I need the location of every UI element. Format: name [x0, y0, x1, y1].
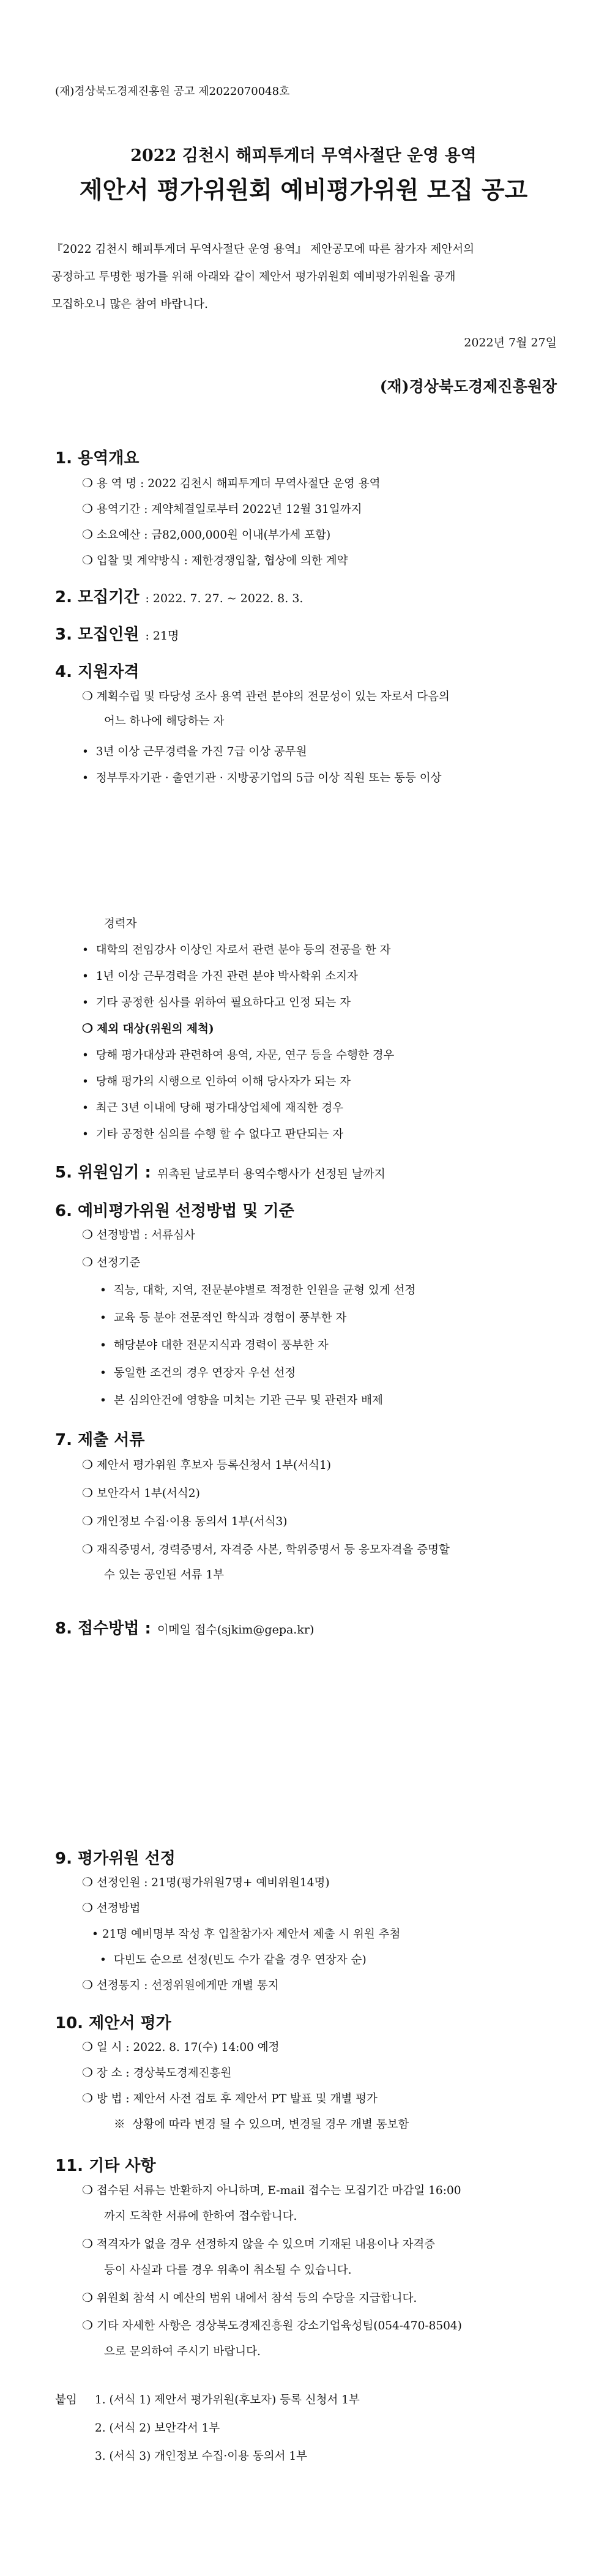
list-item: ❍ 선정인원 : 21명(평가위원7명+ 예비위원14명)	[82, 1875, 330, 1889]
dot-bullet-icon: •	[100, 1312, 106, 1324]
dot-bullet-icon: •	[82, 1075, 89, 1088]
list-item: ❍ 일 시 : 2022. 8. 17(수) 14:00 예정	[82, 2039, 280, 2054]
list-item: • 기타 공정한 심사를 위하여 필요하다고 인정 되는 자	[82, 996, 351, 1009]
attachment-item: 1. (서식 1) 제안서 평가위원(후보자) 등록 신청서 1부	[95, 2394, 360, 2406]
circle-bullet-icon: ❍	[82, 2182, 93, 2197]
list-item: ❍ 선정기준	[82, 1255, 141, 1269]
list-item-continuation: 경력자	[104, 917, 137, 930]
circle-bullet-icon: ❍	[82, 553, 93, 567]
circle-bullet-icon: ❍	[82, 2236, 93, 2251]
list-item: • 기타 공정한 심의를 수행 할 수 없다고 판단되는 자	[82, 1128, 344, 1141]
section-heading-qualifications: 4. 지원자격	[55, 663, 140, 681]
dot-bullet-icon: •	[82, 745, 89, 758]
list-item: ❍ 입찰 및 계약방식 : 제한경쟁입찰, 협상에 의한 계약	[82, 553, 348, 567]
recruitment-period: : 2022. 7. 27. ~ 2022. 8. 3.	[145, 592, 304, 605]
note-mark-icon: ※	[114, 2118, 125, 2131]
list-item-continuation: 으로 문의하여 주시기 바랍니다.	[104, 2345, 261, 2358]
circle-bullet-icon: ❍	[82, 2318, 93, 2332]
dot-bullet-icon: •	[82, 1128, 89, 1141]
section-heading-other: 11. 기타 사항	[55, 2157, 156, 2175]
section-heading-period: 2. 모집기간 : 2022. 7. 27. ~ 2022. 8. 3.	[55, 588, 304, 607]
section-heading-overview: 1. 용역개요	[55, 449, 140, 468]
dot-bullet-icon: •	[82, 1102, 89, 1114]
intro-line: 공정하고 투명한 평가를 위해 아래와 같이 제안서 평가위원회 예비평가위원을 공개	[51, 271, 456, 283]
list-item: • 3년 이상 근무경력을 가진 7급 이상 공무원	[82, 745, 307, 758]
section-heading-selection-criteria: 6. 예비평가위원 선정방법 및 기준	[55, 1202, 294, 1220]
list-item: ❍ 용역기간 : 계약체결일로부터 2022년 12월 31일까지	[82, 501, 362, 516]
list-item: ❍ 소요예산 : 금82,000,000원 이내(부가세 포함)	[82, 527, 331, 542]
list-item: ❍ 선정통지 : 선정위원에게만 개별 통지	[82, 1977, 279, 1992]
section-heading-documents: 7. 제출 서류	[55, 1431, 145, 1449]
list-item: • 직능, 대학, 지역, 전문분야별로 적정한 인원을 균형 있게 선정	[100, 1284, 416, 1297]
list-item-continuation: 어느 하나에 해당하는 자	[104, 715, 225, 728]
circle-bullet-icon: ❍	[82, 1514, 93, 1528]
list-item: • 최근 3년 이내에 당해 평가대상업체에 재직한 경우	[82, 1102, 344, 1114]
list-item: • 대학의 전임강사 이상인 자로서 관련 분야 등의 전공을 한 자	[82, 944, 391, 957]
circle-bullet-icon: ❍	[82, 501, 93, 516]
list-item: • 해당분야 대한 전문지식과 경력이 풍부한 자	[100, 1339, 329, 1352]
notice-date: 2022년 7월 27일	[464, 336, 557, 349]
circle-bullet-icon: ❍	[82, 1485, 93, 1500]
dot-bullet-icon: •	[82, 1049, 89, 1062]
list-item: • 다빈도 순으로 선정(빈도 수가 같을 경우 연장자 순)	[100, 1954, 367, 1966]
list-item: ❍ 개인정보 수집·이용 동의서 1부(서식3)	[82, 1514, 288, 1528]
note: ※ 상황에 따라 변경 될 수 있으며, 변경될 경우 개별 통보함	[114, 2118, 409, 2131]
circle-bullet-icon: ❍	[82, 1227, 93, 1242]
list-item: • 당해 평가대상과 관련하여 용역, 자문, 연구 등을 수행한 경우	[82, 1049, 395, 1062]
list-item: ❍ 보안각서 1부(서식2)	[82, 1485, 200, 1500]
dot-bullet-icon: •	[100, 1284, 106, 1297]
list-item: • 당해 평가의 시행으로 인하여 이해 당사자가 되는 자	[82, 1075, 351, 1088]
dot-bullet-icon: •	[100, 1954, 106, 1966]
dot-bullet-icon: •	[92, 1928, 99, 1941]
dot-bullet-icon: •	[100, 1339, 106, 1352]
submission-email: 이메일 접수(sjkim@gepa.kr)	[157, 1623, 315, 1637]
attachment-item: 2. (서식 2) 보안각서 1부	[95, 2422, 220, 2435]
section-heading-headcount: 3. 모집인원 : 21명	[55, 625, 179, 644]
dot-bullet-icon: •	[82, 970, 89, 983]
intro-paragraph	[51, 236, 562, 318]
circle-bullet-icon: ❍	[82, 2290, 93, 2305]
list-item: ❍ 선정방법	[82, 1900, 141, 1915]
dot-bullet-icon: •	[100, 1394, 106, 1407]
list-item: • 정부투자기관 · 출연기관 · 지방공기업의 5급 이상 직원 또는 동등 이상	[82, 772, 442, 785]
list-item: • 동일한 조건의 경우 연장자 우선 선정	[100, 1367, 296, 1379]
dot-bullet-icon: •	[82, 944, 89, 957]
circle-bullet-icon: ❍	[82, 1900, 93, 1915]
title-line-1: 2022 김천시 해피투게더 무역사절단 운영 용역	[130, 146, 477, 165]
circle-bullet-icon: ❍	[82, 1875, 93, 1889]
list-item: • 21명 예비명부 작성 후 입찰참가자 제안서 제출 시 위원 추첨	[92, 1928, 401, 1941]
list-item: ❍ 제안서 평가위원 후보자 등록신청서 1부(서식1)	[82, 1457, 332, 1472]
circle-bullet-icon: ❍	[82, 689, 93, 703]
page-title: 제안서 평가위원회 예비평가위원 모집 공고	[79, 177, 528, 204]
list-item: ❍ 용 역 명 : 2022 김천시 해피투게더 무역사절단 운영 용역	[82, 476, 381, 490]
document-number: (재)경상북도경제진흥원 공고 제2022070048호	[55, 85, 290, 98]
dot-bullet-icon: •	[100, 1367, 106, 1379]
dot-bullet-icon: •	[82, 996, 89, 1009]
list-item: ❍ 선정방법 : 서류심사	[82, 1227, 195, 1242]
list-item: ❍ 장 소 : 경상북도경제진흥원	[82, 2065, 232, 2080]
dot-bullet-icon: •	[82, 772, 89, 785]
attachment-item: 3. (서식 3) 개인정보 수집·이용 동의서 1부	[95, 2450, 307, 2463]
list-item: ❍ 적격자가 없을 경우 선정하지 않을 수 있으며 기재된 내용이나 자격증	[82, 2236, 436, 2251]
list-item: ❍ 기타 자세한 사항은 경상북도경제진흥원 강소기업육성팀(054-470-8504)	[82, 2318, 462, 2332]
list-item: ❍ 위원회 참석 시 예산의 범위 내에서 참석 등의 수당을 지급합니다.	[82, 2290, 417, 2305]
attachments-label: 붙임	[55, 2394, 77, 2406]
list-item-continuation: 까지 도착한 서류에 한하여 접수합니다.	[104, 2210, 297, 2223]
term-value: 위촉된 날로부터 용역수행사가 선정된 날까지	[157, 1167, 385, 1181]
circle-bullet-icon: ❍	[82, 1457, 93, 1472]
list-item: ❍ 접수된 서류는 반환하지 아니하며, E-mail 접수는 모집기간 마감일 16:00	[82, 2182, 461, 2197]
circle-bullet-icon: ❍	[82, 527, 93, 542]
list-item: ❍ 계획수립 및 타당성 조사 용역 관련 분야의 전문성이 있는 자로서 다음의	[82, 689, 450, 703]
circle-bullet-icon: ❍	[82, 1977, 93, 1992]
recruitment-count: : 21명	[145, 629, 179, 643]
list-item: • 교육 등 분야 전문적인 학식과 경험이 풍부한 자	[100, 1312, 347, 1324]
section-heading-evaluation: 10. 제안서 평가	[55, 2014, 171, 2033]
section-heading-submission: 8. 접수방법 : 이메일 접수(sjkim@gepa.kr)	[55, 1619, 315, 1638]
circle-bullet-icon: ❍	[82, 1255, 93, 1269]
intro-line: 『2022 김천시 해피투게더 무역사절단 운영 용역』 제안공모에 따른 참가자 제안서의	[51, 243, 475, 256]
circle-bullet-icon: ❍	[82, 2065, 93, 2080]
list-item: ❍ 방 법 : 제안서 사전 검토 후 제안서 PT 발표 및 개별 평가	[82, 2091, 378, 2105]
circle-bullet-icon: ❍	[82, 1542, 93, 1556]
list-item: ❍ 재직증명서, 경력증명서, 자격증 사본, 학위증명서 등 응모자격을 증명할	[82, 1542, 450, 1556]
intro-line: 모집하오니 많은 참여 바랍니다.	[51, 298, 208, 311]
section-heading-evaluator-selection: 9. 평가위원 선정	[55, 1850, 176, 1868]
list-item: ❍ 제외 대상(위원의 제척)	[82, 1021, 214, 1036]
circle-bullet-icon: ❍	[82, 1021, 93, 1036]
list-item: • 1년 이상 근무경력을 가진 관련 분야 박사학위 소지자	[82, 970, 358, 983]
circle-bullet-icon: ❍	[82, 2039, 93, 2054]
list-item: • 본 심의안건에 영향을 미치는 기관 근무 및 관련자 배제	[100, 1394, 383, 1407]
section-heading-term: 5. 위원임기 : 위촉된 날로부터 용역수행사가 선정된 날까지	[55, 1163, 385, 1182]
list-item-continuation: 등이 사실과 다를 경우 위촉이 취소될 수 있습니다.	[104, 2264, 352, 2277]
issuing-organization: (재)경상북도경제진흥원장	[379, 378, 557, 395]
circle-bullet-icon: ❍	[82, 2091, 93, 2105]
circle-bullet-icon: ❍	[82, 476, 93, 490]
list-item-continuation: 수 있는 공인된 서류 1부	[104, 1569, 225, 1581]
